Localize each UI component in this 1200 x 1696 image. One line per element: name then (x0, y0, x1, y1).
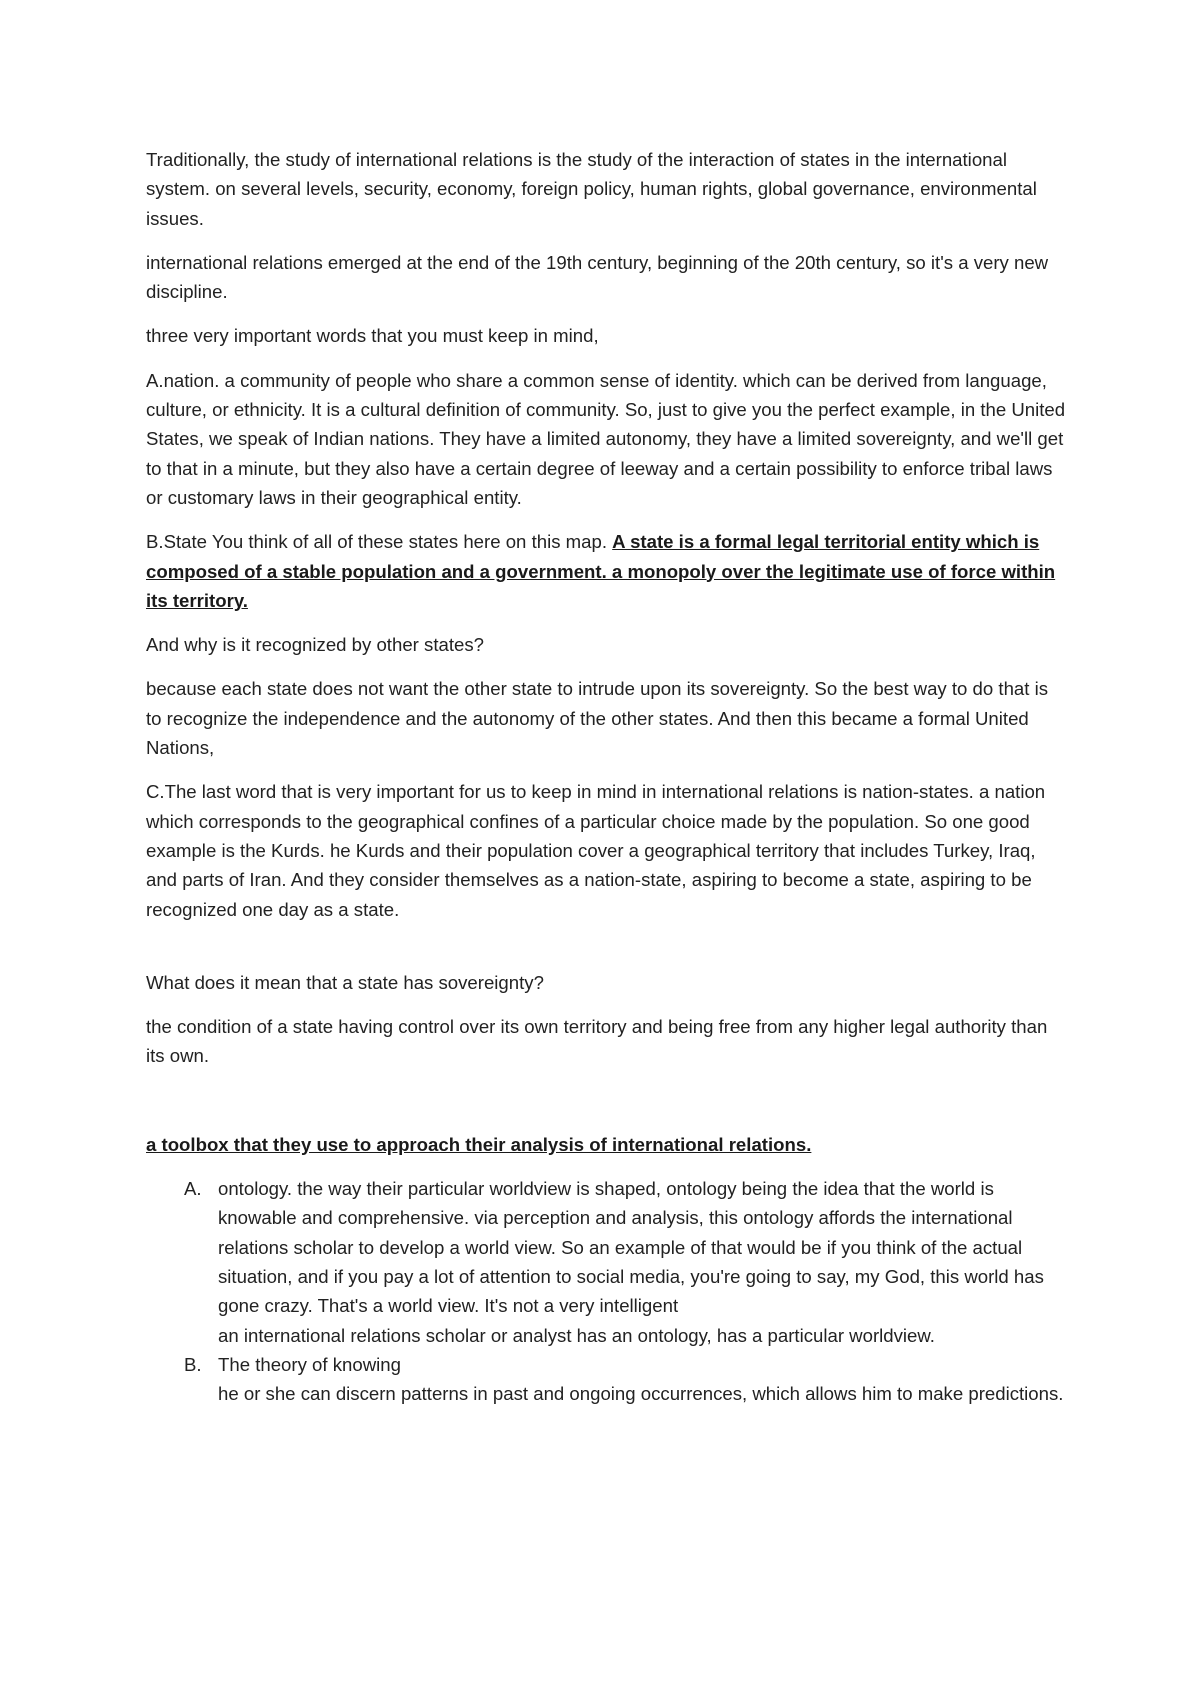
list-item (146, 1174, 1066, 1350)
list-item (146, 1350, 1066, 1409)
toolbox-list (146, 1174, 1066, 1408)
paragraph-sovereignty-question: What does it mean that a state has sovereignty? (146, 971, 544, 993)
paragraph-state (146, 527, 1066, 615)
list-item-continuation: an international relations scholar or analyst has an ontology, has a particular worldview. (218, 1324, 935, 1346)
paragraph-recognition-question: And why is it recognized by other states? (146, 634, 484, 656)
list-marker: A. (184, 1178, 202, 1200)
list-item-continuation: he or she can discern patterns in past and ongoing occurrences, which allows him to make predictions. (218, 1383, 1064, 1405)
paragraph-three-words: three very important words that you must keep in mind, (146, 325, 599, 347)
paragraph-nation-states: C.The last word that is very important for us to keep in mind in international relations is nation-states. a nation which corresponds to the geographical confines of a particular choice made by the population. So one good example is the Kurds. he Kurds and their population cover a geographical territory that includes Turkey, Iraq, and parts of Iran. And they consider themselves as a nation-state, aspiring to become a state, aspiring to be recognized one day as a state. (146, 781, 1046, 920)
document-body (146, 145, 1066, 1408)
blank-line (146, 939, 1066, 968)
paragraph-sovereignty-answer: the condition of a state having control over its own territory and being free from any higher legal authority than its own. (146, 1016, 1048, 1067)
list-item-text: ontology. the way their particular worldview is shaped, ontology being the idea that the world is knowable and comprehensive. via perception and analysis, this ontology affords the international relations scholar to develop a world view. So an example of that would be if you think of the actual situation, and if you pay a lot of attention to social media, you're going to say, my God, this world has gone crazy. That's a world view. It's not a very intelligent (218, 1178, 1044, 1317)
toolbox-heading: a toolbox that they use to approach their analysis of international relations. (146, 1133, 812, 1155)
state-intro-text: B.State You think of all of these states here on this map. (146, 531, 613, 553)
list-marker: B. (184, 1353, 202, 1375)
paragraph-emergence: international relations emerged at the end of the 19th century, beginning of the 20th century, so it's a very new discipline. (146, 251, 1049, 303)
paragraph-intro: Traditionally, the study of international relations is the study of the interaction of states in the international system. on several levels, security, economy, foreign policy, human rights, global governance, environmental issues. (146, 149, 1037, 229)
list-item-text: The theory of knowing (218, 1353, 401, 1375)
blank-line (146, 1086, 1066, 1130)
paragraph-nation: A.nation. a community of people who share a common sense of identity. which can be derived from language, culture, or ethnicity. It is a cultural definition of community. So, just to give you the perfect example, in the United States, we speak of Indian nations. They have a limited autonomy, they have a limited sovereignty, and we'll get to that in a minute, but they also have a certain degree of leeway and a certain possibility to enforce tribal laws or customary laws in their geographical entity. (146, 369, 1066, 508)
state-definition-emphasis: A state is a formal legal territorial entity which is composed of a stable population and a government. a monopoly over the legitimate use of force within its territory. (146, 531, 1056, 611)
paragraph-recognition-answer: because each state does not want the other state to intrude upon its sovereignty. So the best way to do that is to recognize the independence and the autonomy of the other states. And then this became a formal United Nations, (146, 678, 1049, 759)
